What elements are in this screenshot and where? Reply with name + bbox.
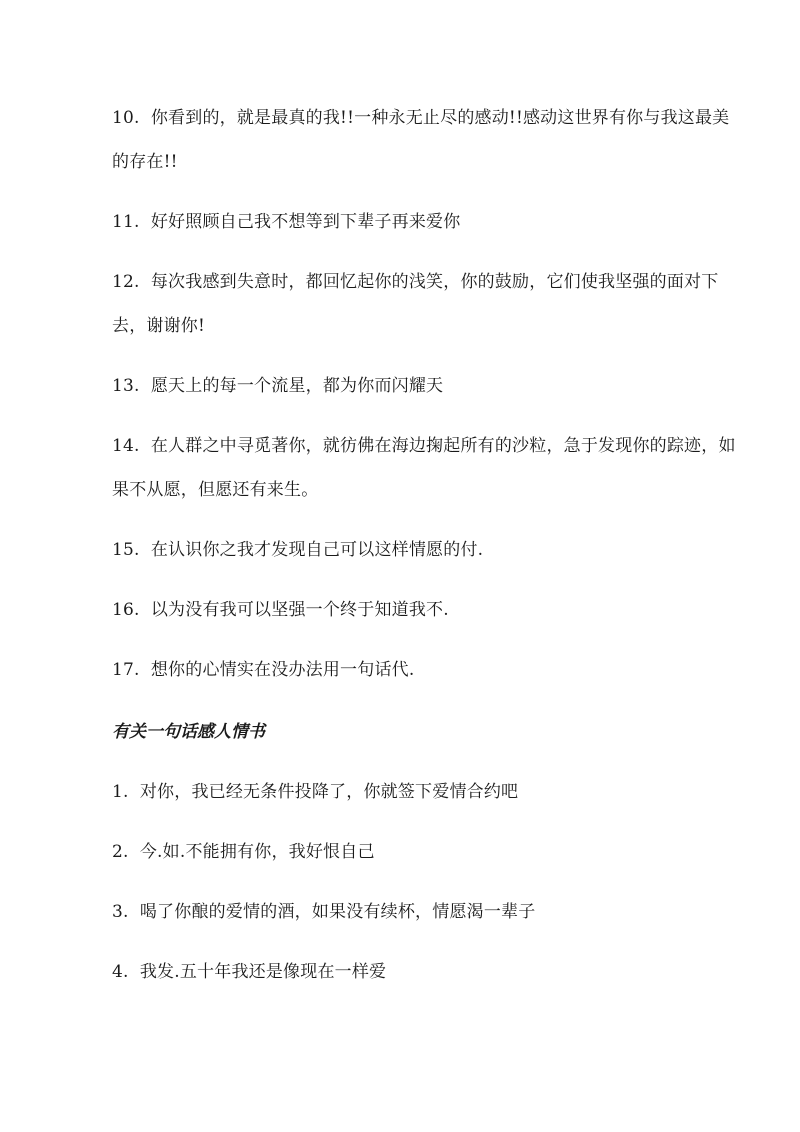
- list-item-4: [112, 950, 742, 994]
- list-item-17: [112, 648, 742, 692]
- item-text: 好好照顾自己我不想等到下辈子再来爱你: [150, 212, 461, 232]
- item-text: 以为没有我可以坚强一个终于知道我不.: [150, 600, 449, 620]
- item-number: 15.: [112, 540, 140, 560]
- item-text: 在认识你之我才发现自己可以这样情愿的付.: [150, 540, 484, 560]
- list-item-15: [112, 528, 742, 572]
- item-text: 今.如.不能拥有你，我好恨自己: [139, 842, 375, 862]
- item-number: 1.: [112, 782, 129, 802]
- item-number: 17.: [112, 660, 140, 680]
- section-heading: 有关一句话感人情书: [112, 722, 265, 742]
- item-number: 11.: [112, 212, 140, 232]
- list-item-13: [112, 364, 742, 408]
- list-item-1: [112, 770, 742, 814]
- item-text: 愿天上的每一个流星，都为你而闪耀天: [150, 376, 444, 396]
- list-item-2: [112, 830, 742, 874]
- list-item-14: [112, 424, 742, 512]
- item-number: 13.: [112, 376, 140, 396]
- item-number: 10.: [112, 108, 140, 128]
- item-text: 每次我感到失意时，都回忆起你的浅笑，你的鼓励，它们使我坚强的面对下去，谢谢你!: [112, 272, 719, 336]
- item-text: 你看到的，就是最真的我!!一种永无止尽的感动!!感动这世界有你与我这最美的存在!!: [112, 108, 730, 172]
- item-text: 我发.五十年我还是像现在一样爱: [139, 962, 387, 982]
- list-item-3: [112, 890, 742, 934]
- list-item-10: [112, 96, 742, 184]
- item-text: 对你，我已经无条件投降了，你就签下爱情合约吧: [139, 782, 519, 802]
- list-item-12: [112, 260, 742, 348]
- list-item-11: [112, 200, 742, 244]
- item-number: 2.: [112, 842, 129, 862]
- item-text: 喝了你酿的爱情的酒，如果没有续杯，情愿渴一辈子: [139, 902, 536, 922]
- item-text: 在人群之中寻觅著你，就彷佛在海边掬起所有的沙粒，急于发现你的踪迹，如果不从愿，但愿还有来生。: [112, 436, 736, 500]
- item-number: 12.: [112, 272, 140, 292]
- item-number: 4.: [112, 962, 129, 982]
- item-number: 16.: [112, 600, 140, 620]
- item-number: 3.: [112, 902, 129, 922]
- item-text: 想你的心情实在没办法用一句话代.: [150, 660, 415, 680]
- item-number: 14.: [112, 436, 140, 456]
- list-item-16: [112, 588, 742, 632]
